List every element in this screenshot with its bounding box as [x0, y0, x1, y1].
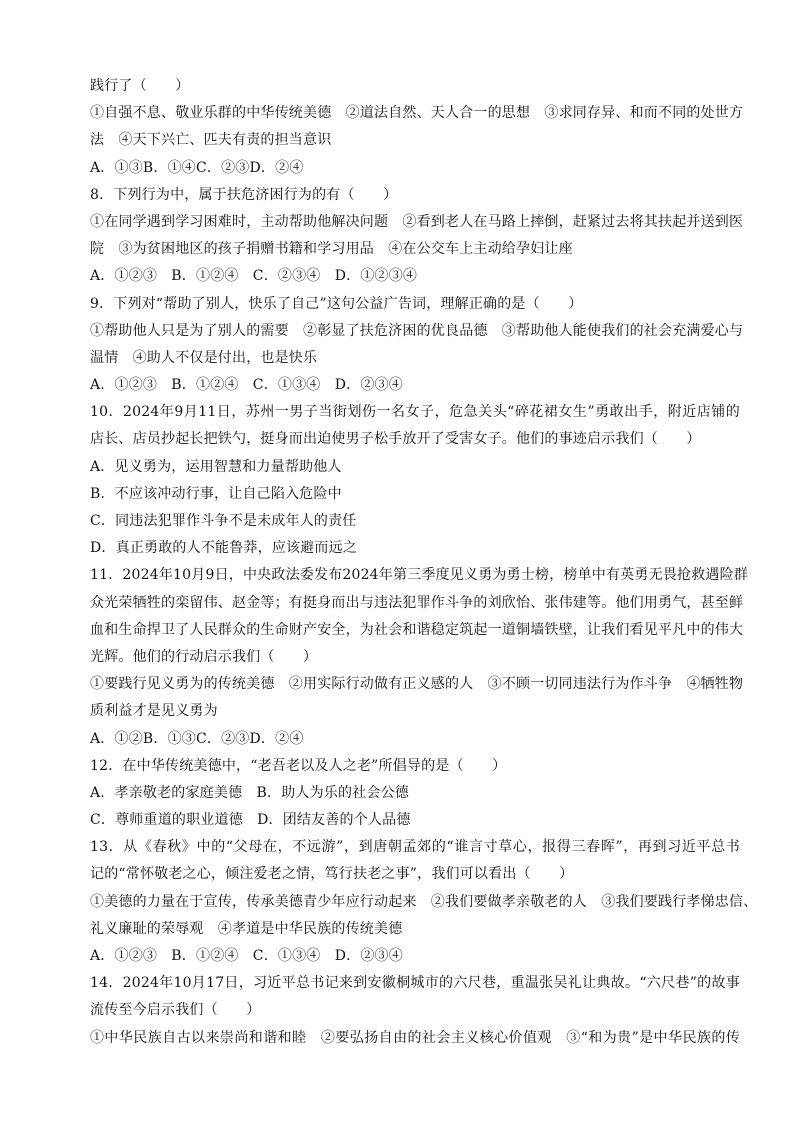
q8-options: A．①②③ B．①②④ C．②③④ D．①②③④ [90, 268, 418, 285]
q13-stem-line-2: 记的“常怀敬老之心，倾注爱老之情，笃行扶老之事”，我们可以看出（ ） [90, 866, 574, 883]
q11-stem-line-3: 血和生命捍卫了人民群众的生命财产安全，为社会和谐稳定筑起一道铜墙铁壁，让我们看见平凡中的伟大 [90, 621, 744, 638]
q9-statements-line-2: 温情 ④助人不仅是付出，也是快乐 [90, 349, 318, 366]
q10-stem-line-1: 10．2024年9月11日，苏州一男子当街划伤一名女子，危急关头“碎花裙女生”勇敢出手，附近店铺的 [90, 404, 740, 421]
q8-statements-line-1: ①在同学遇到学习困难时，主动帮助他解决问题 ②看到老人在马路上摔倒，赶紧过去将其扶起并送到医 [90, 213, 744, 230]
q7-statements-line-1: ①自强不息、敬业乐群的中华传统美德 ②道法自然、天人合一的思想 ③求同存异、和而不同的处世方 [90, 105, 744, 122]
q11-stem-line-1: 11．2024年10月9日，中央政法委发布2024年第三季度见义勇为勇士榜，榜单中有英勇无畏抢救遇险群 [90, 567, 748, 584]
q9-options: A．①②③ B．①②④ C．①③④ D．②③④ [90, 377, 403, 394]
q10-option-a: A．见义勇为，运用智慧和力量帮助他人 [90, 458, 342, 475]
q10-option-d: D．真正勇敢的人不能鲁莽，应该避而远之 [90, 540, 358, 557]
q12-stem: 12．在中华传统美德中，“老吾老以及人之老”所倡导的是（ ） [90, 757, 507, 774]
q11-stem-line-2: 众光荣牺牲的栾留伟、赵金等；有挺身而出与违法犯罪作斗争的刘欣怡、张伟建等。他们用勇气，甚至鲜 [90, 594, 744, 611]
q11-stem-line-4: 光辉。他们的行动启示我们（ ） [90, 648, 318, 665]
q13-options: A．①②③ B．①②④ C．①③④ D．②③④ [90, 948, 403, 964]
q10-stem-line-2: 店长、店员抄起长把铁勺，挺身而出迫使男子松手放开了受害女子。他们的事迹启示我们（ ） [90, 431, 701, 448]
q14-stem-line-2: 流传至今启示我们（ ） [90, 1002, 261, 1019]
q12-options-cd: C．尊师重道的职业道德 D．团结友善的个人品德 [90, 812, 411, 829]
q11-statements-line-2: 质利益才是见义勇为 [90, 703, 218, 720]
q12-options-ab: A．孝亲敬老的家庭美德 B．助人为乐的社会公德 [90, 784, 409, 801]
q7-options: A．①③B．①④C．②③D．②④ [90, 159, 304, 176]
q13-statements-line-2: 礼义廉耻的荣辱观 ④孝道是中华民族的传统美德 [90, 920, 403, 937]
q8-statements-line-2: 院 ③为贫困地区的孩子捐赠书籍和学习用品 ④在公交车上主动给孕妇让座 [90, 241, 573, 258]
q10-option-b: B．不应该冲动行事，让自己陷入危险中 [90, 485, 342, 502]
q8-stem: 8．下列行为中，属于扶危济困行为的有（ ） [90, 186, 398, 203]
q9-stem: 9．下列对“帮助了别人，快乐了自己”这句公益广告词，理解正确的是（ ） [90, 295, 583, 312]
q14-statements-line-1: ①中华民族自古以来崇尚和谐和睦 ②要弘扬自由的社会主义核心价值观 ③“和为贵”是中华民族的传 [90, 1029, 740, 1046]
q13-stem-line-1: 13．从《春秋》中的“父母在，不远游”，到唐朝孟郊的“谁言寸草心，报得三春晖”，再到习近平总书 [90, 839, 740, 856]
q7-statements-line-2: 法 ④天下兴亡、匹夫有责的担当意识 [90, 132, 332, 149]
q14-stem-line-1: 14．2024年10月17日，习近平总书记来到安徽桐城市的六尺巷，重温张吴礼让典故。“六尺巷”的故事 [90, 975, 740, 992]
q10-option-c: C．同违法犯罪作斗争不是未成年人的责任 [90, 513, 357, 529]
q13-statements-line-1: ①美德的力量在于宣传，传承美德青少年应行动起来 ②我们要做孝亲敬老的人 ③我们要践行孝悌忠信、 [90, 893, 758, 910]
q11-options: A．①②B．①③C．②③D．②④ [90, 730, 304, 747]
q9-statements-line-1: ①帮助他人只是为了别人的需要 ②彰显了扶危济困的优良品德 ③帮助他人能使我们的社会充满爱心与 [90, 322, 744, 339]
document-body [90, 73, 758, 1052]
q11-statements-line-1: ①要践行见义勇为的传统美德 ②用实际行动做有正义感的人 ③不顾一切同违法行为作斗争 ④牺牲物 [90, 676, 744, 693]
q7-stem-end: 践行了（ ） [90, 78, 190, 94]
